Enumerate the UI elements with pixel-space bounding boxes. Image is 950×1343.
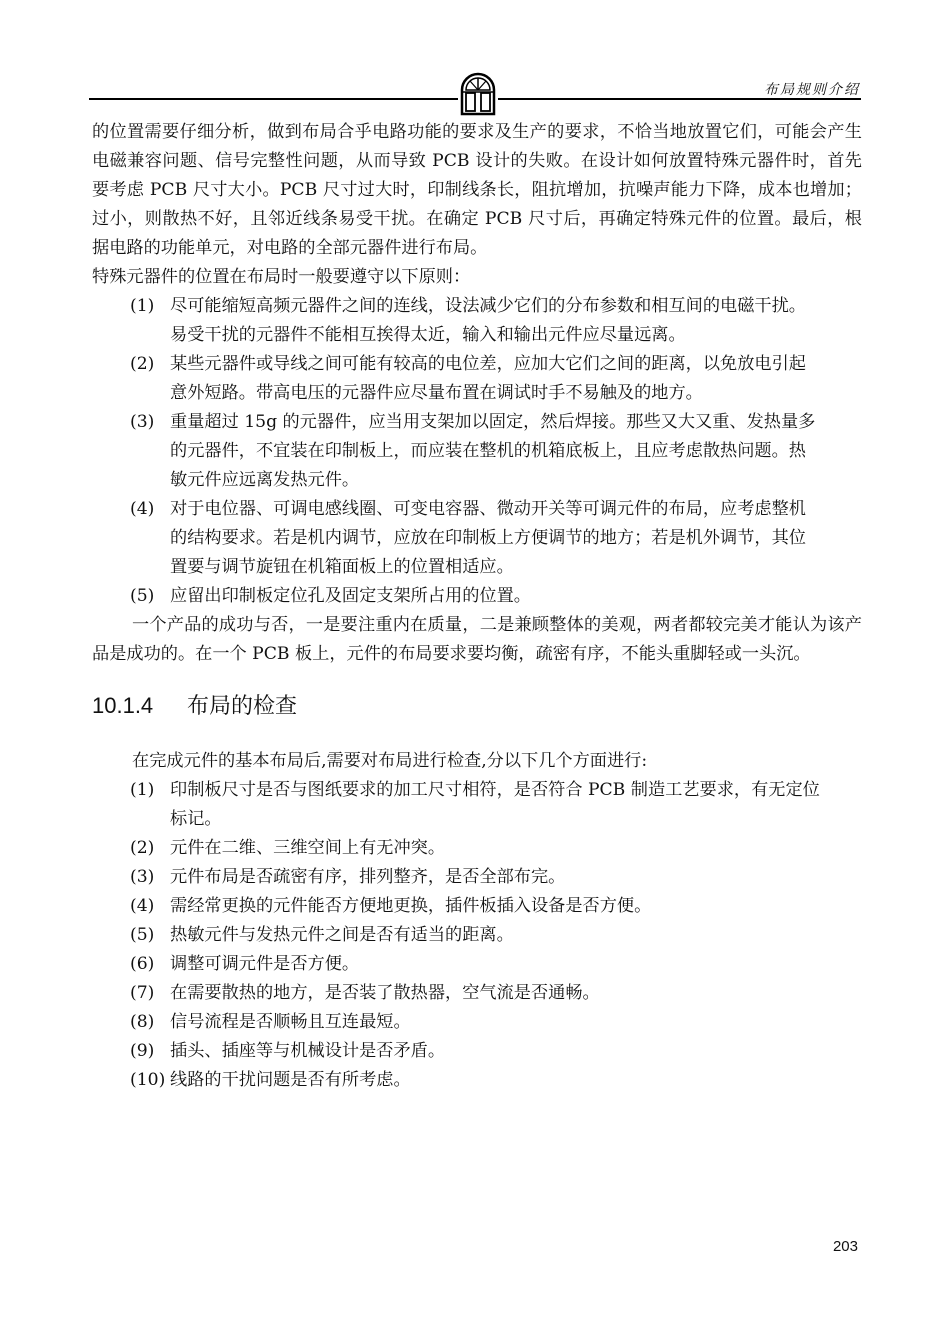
list-number: (10) [130,1070,166,1090]
list-number: (2) [130,838,155,858]
list-number: (3) [130,412,155,432]
list-item [92,863,862,892]
window-logo-icon [458,68,498,116]
list-text: 重量超过 15g 的元器件，应当用支架加以固定，然后焊接。那些又大又重、发热量多的元器件，不宜装在印制板上，而应装在整机的机箱底板上，且应考虑散热问题。热敏元件应远离发热元件。 [170,412,816,490]
list-text: 调整可调元件是否方便。 [170,954,360,974]
list-item [92,892,862,921]
page-content [92,118,862,1095]
section-intro: 在完成元件的基本布局后,需要对布局进行检查,分以下几个方面进行: [132,751,648,771]
list-item [92,495,862,582]
list-number: (8) [130,1012,155,1032]
body-paragraph: 一个产品的成功与否，一是要注重内在质量，二是兼顾整体的美观，两者都较完美才能认为该产品是成功的。在一个 PCB 板上，元件的布局要求要均衡，疏密有序，不能头重脚轻或一头沉。 [92,615,862,664]
list-text: 印制板尺寸是否与图纸要求的加工尺寸相符，是否符合 PCB 制造工艺要求，有无定位标记。 [170,780,820,829]
list-number: (5) [130,925,155,945]
list-text: 线路的干扰问题是否有所考虑。 [170,1070,411,1090]
list-item [92,1008,862,1037]
section-title: 布局的检查 [187,693,298,718]
list-number: (3) [130,867,155,887]
list-text: 插头、插座等与机械设计是否矛盾。 [170,1041,446,1061]
list-item [92,582,862,611]
list-number: (1) [130,780,155,800]
body-paragraph: 特殊元器件的位置在布局时一般要遵守以下原则： [92,267,471,287]
section-heading [92,691,862,721]
running-header-title: 布局规则介绍 [764,82,860,98]
list-text: 在需要散热的地方，是否装了散热器，空气流是否通畅。 [170,983,600,1003]
list-item [92,292,862,350]
list-text: 元件在二维、三维空间上有无冲突。 [170,838,446,858]
list-number: (9) [130,1041,155,1061]
list-number: (4) [130,499,155,519]
list-item [92,921,862,950]
list-item [92,776,862,834]
list-item [92,834,862,863]
list-text: 信号流程是否顺畅且互连最短。 [170,1012,411,1032]
list-text: 某些元器件或导线之间可能有较高的电位差，应加大它们之间的距离，以免放电引起意外短路。带高电压的元器件应尽量布置在调试时手不易触及的地方。 [170,354,806,403]
list-text: 应留出印制板定位孔及固定支架所占用的位置。 [170,586,531,606]
list-item [92,350,862,408]
section-number: 10.1.4 [92,693,154,718]
checks-list [92,776,862,1095]
list-text: 需经常更换的元件能否方便地更换，插件板插入设备是否方便。 [170,896,652,916]
list-number: (7) [130,983,155,1003]
list-item [92,979,862,1008]
list-number: (2) [130,354,155,374]
list-item [92,950,862,979]
page-number: 203 [832,1238,858,1255]
list-number: (5) [130,586,155,606]
list-item [92,1037,862,1066]
list-text: 对于电位器、可调电感线圈、可变电容器、微动开关等可调元件的布局，应考虑整机的结构要求。若是机内调节，应放在印制板上方便调节的地方；若是机外调节，其位置要与调节旋钮在机箱面板上的位置相适应。 [170,499,806,577]
principles-list [92,292,862,611]
body-paragraph: 的位置需要仔细分析，做到布局合乎电路功能的要求及生产的要求，不恰当地放置它们，可能会产生电磁兼容问题、信号完整性问题，从而导致 PCB 设计的失败。在设计如何放置特殊元器件时，首先要考虑 PCB 尺寸大小。PCB 尺寸过大时，印制线条长，阻抗增加，抗噪声能力下降，成本也增加；过小，则散热不好，且邻近线条易受干扰。在确定 PCB 尺寸后，再确定特殊元件的位置。最后，根据电路的功能单元，对电路的全部元器件进行布局。 [92,122,862,258]
list-text: 元件布局是否疏密有序，排列整齐，是否全部布完。 [170,867,566,887]
list-item [92,1066,862,1095]
list-text: 热敏元件与发热元件之间是否有适当的距离。 [170,925,514,945]
list-text: 尽可能缩短高频元器件之间的连线，设法减少它们的分布参数和相互间的电磁干扰。易受干扰的元器件不能相互挨得太近，输入和输出元件应尽量远离。 [170,296,806,345]
list-item [92,408,862,495]
list-number: (6) [130,954,155,974]
list-number: (4) [130,896,155,916]
list-number: (1) [130,296,155,316]
